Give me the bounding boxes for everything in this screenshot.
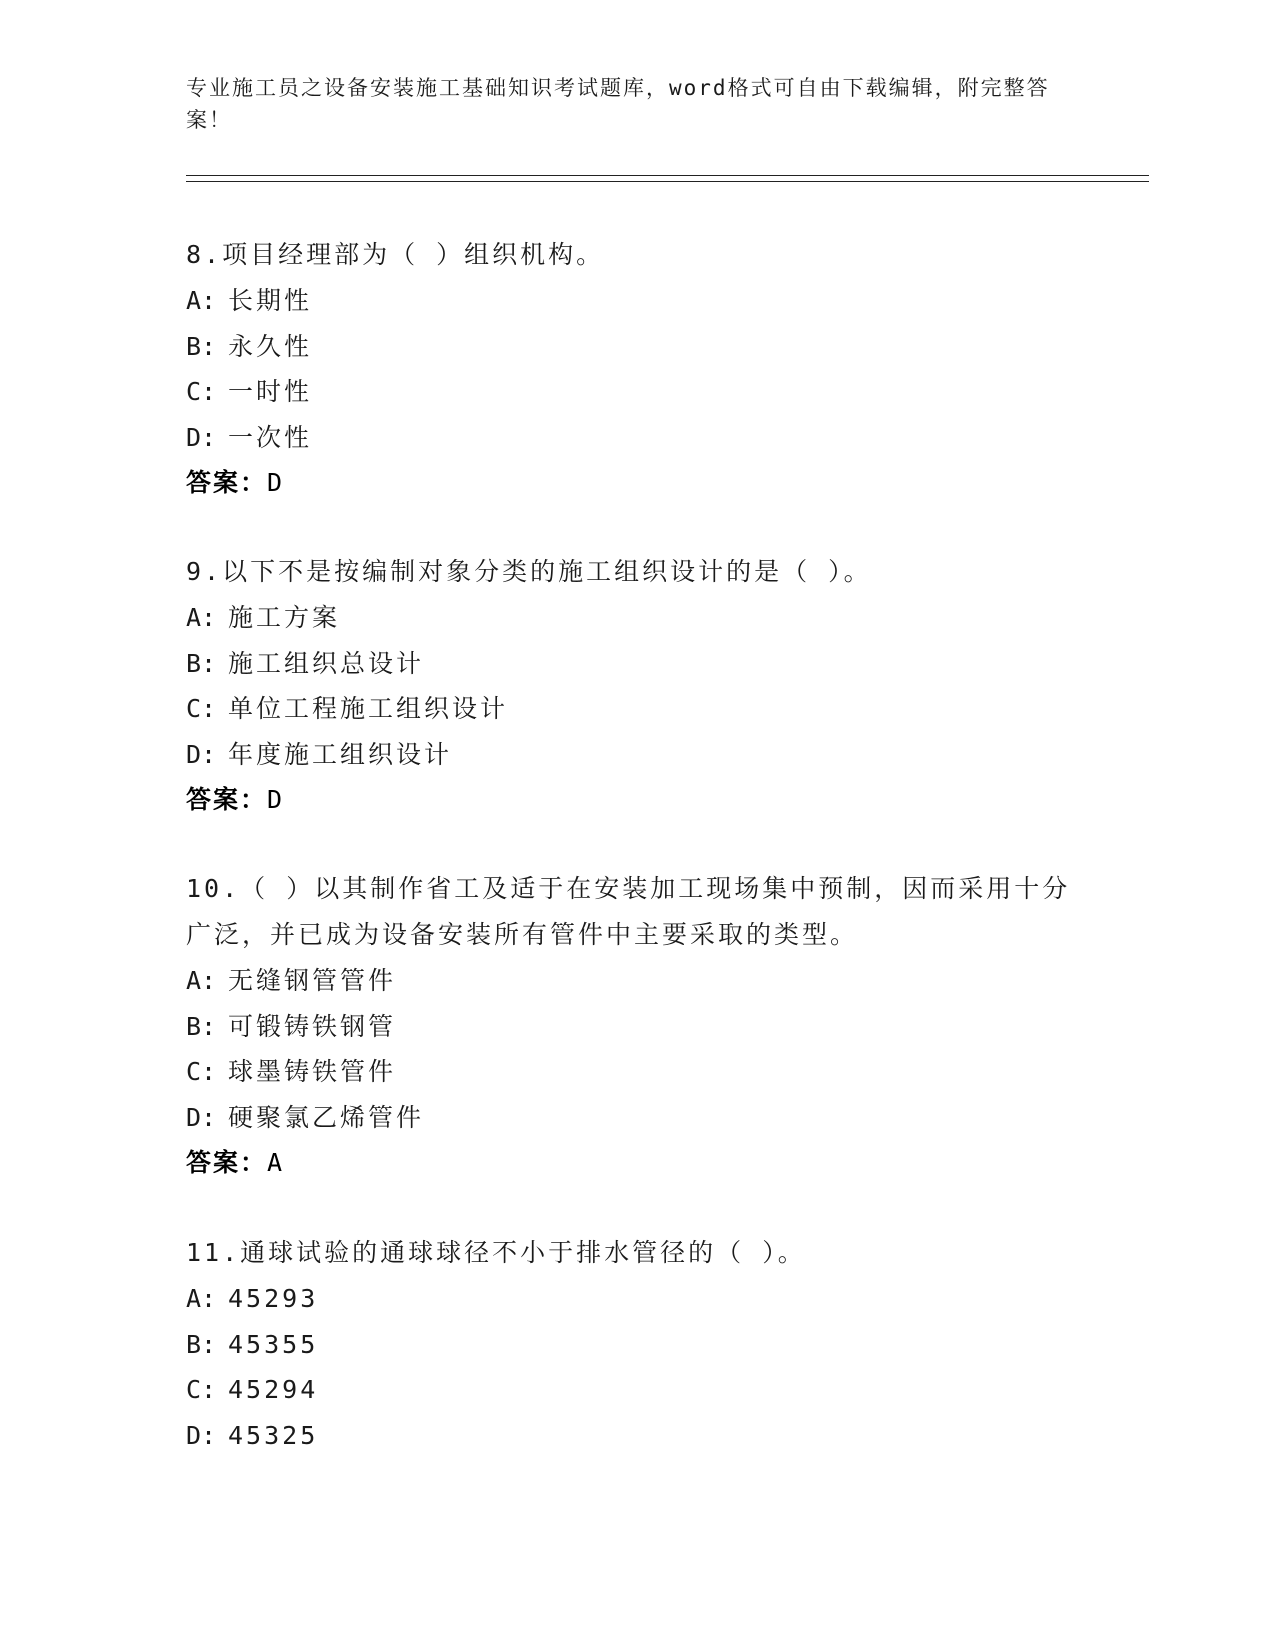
- question-stem: 9.以下不是按编制对象分类的施工组织设计的是（ ）。: [186, 557, 872, 586]
- option-letter: D:: [186, 1102, 217, 1132]
- option-letter: C:: [186, 694, 217, 723]
- option-text: 长期性: [228, 286, 313, 315]
- option-text: 施工方案: [228, 603, 341, 632]
- option-letter: A:: [186, 286, 217, 315]
- option-text: 单位工程施工组织设计: [228, 694, 509, 723]
- option-d: [186, 1413, 1086, 1459]
- option-letter: A:: [186, 966, 217, 995]
- answer-value: D: [267, 785, 285, 814]
- option-letter: D:: [186, 422, 217, 452]
- option-b: [186, 1322, 1086, 1368]
- option-text: 45294: [228, 1375, 319, 1404]
- answer-value: A: [267, 1148, 285, 1177]
- option-b: [186, 641, 1086, 687]
- option-c: [186, 686, 1086, 732]
- answer-label: 答案：: [186, 785, 268, 814]
- option-text: 45325: [228, 1420, 319, 1450]
- question-8: [186, 232, 1086, 506]
- option-text: 永久性: [228, 331, 313, 361]
- option-c: [186, 369, 1086, 415]
- option-letter: C:: [186, 377, 217, 406]
- option-letter: A:: [186, 603, 217, 632]
- option-text: 球墨铸铁管件: [228, 1057, 397, 1086]
- question-stem: 10.（ ）以其制作省工及适于在安装加工现场集中预制，因而采用十分广泛，并已成为设备安装所有管件中主要采取的类型。: [186, 874, 1071, 949]
- option-text: 可锻铸铁钢管: [228, 1011, 397, 1041]
- question-11: [186, 1230, 1086, 1458]
- option-d: [186, 732, 1086, 778]
- answer-line: [186, 460, 1086, 506]
- option-b: [186, 324, 1086, 370]
- option-letter: B:: [186, 331, 217, 361]
- option-letter: A:: [186, 1284, 217, 1313]
- answer-value: D: [267, 468, 285, 497]
- option-d: [186, 1095, 1086, 1141]
- option-b: [186, 1004, 1086, 1050]
- option-text: 硬聚氯乙烯管件: [228, 1102, 425, 1132]
- option-text: 年度施工组织设计: [228, 739, 453, 769]
- answer-label: 答案：: [186, 468, 268, 497]
- option-text: 施工组织总设计: [228, 648, 425, 678]
- document-header: 专业施工员之设备安装施工基础知识考试题库，word格式可自由下载编辑，附完整答案！: [186, 76, 1050, 132]
- option-d: [186, 415, 1086, 461]
- header-rule-bottom: [186, 181, 1149, 182]
- option-letter: D:: [186, 1420, 217, 1450]
- option-text: 45293: [228, 1284, 319, 1313]
- answer-label: 答案：: [186, 1148, 268, 1177]
- answer-line: [186, 1140, 1086, 1186]
- option-c: [186, 1367, 1086, 1413]
- option-a: [186, 595, 1086, 641]
- option-text: 45355: [228, 1329, 319, 1359]
- option-letter: B:: [186, 1011, 217, 1041]
- option-text: 无缝钢管管件: [228, 966, 397, 995]
- option-letter: C:: [186, 1057, 217, 1086]
- option-letter: B:: [186, 648, 217, 678]
- option-a: [186, 278, 1086, 324]
- option-letter: D:: [186, 739, 217, 769]
- question-10: [186, 866, 1086, 1186]
- option-a: [186, 958, 1086, 1004]
- option-text: 一次性: [228, 422, 313, 452]
- option-letter: B:: [186, 1329, 217, 1359]
- question-stem: 8.项目经理部为（ ）组织机构。: [186, 240, 605, 269]
- header-rule-top: [186, 175, 1149, 176]
- option-text: 一时性: [228, 377, 313, 406]
- option-c: [186, 1049, 1086, 1095]
- answer-line: [186, 777, 1086, 823]
- question-stem: 11.通球试验的通球球径不小于排水管径的（ ）。: [186, 1238, 806, 1267]
- option-letter: C:: [186, 1375, 217, 1404]
- question-9: [186, 549, 1086, 823]
- option-a: [186, 1276, 1086, 1322]
